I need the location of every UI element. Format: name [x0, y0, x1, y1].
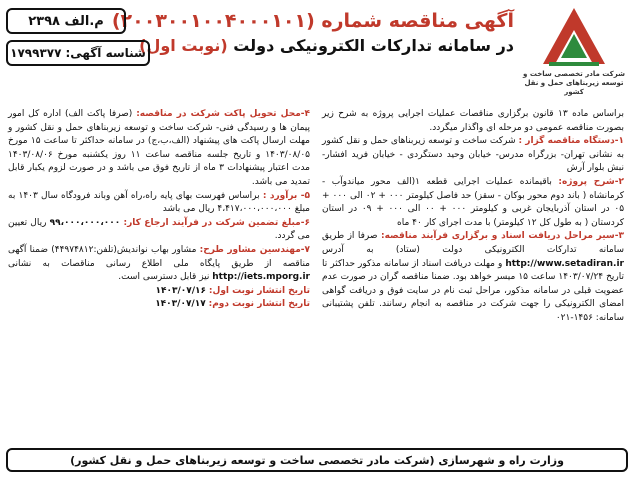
publish-date-1-value: ۱۴۰۳/۰۷/۱۶: [155, 285, 207, 296]
ad-id-box: [6, 40, 150, 66]
section-2-title: ۲-شرح پروژه:: [558, 176, 624, 187]
section-5: [8, 190, 310, 217]
section-1-title: ۱-دستگاه مناقصه گزار :: [518, 136, 624, 147]
reference-number-box: م.الف ۲۳۹۸: [6, 8, 126, 34]
ad-id-value: ۱۷۹۹۳۷۷: [10, 46, 62, 60]
section-3: [322, 230, 624, 325]
section-3-body-b: و مهلت دریافت اسناد از سامانه مذکور حداکثر تا تاریخ ۱۴۰۳/۰۷/۲۴ ساعت ۱۵ میسر خواهد بود. ضمنا مناقصه گران در صورت عدم عضویت قبلی در سامانه مذکور، مراحل ثبت نام در سایت فوق و دریافت گواهی امضای الکترونیکی را جهت شرکت در مناقصه به انجام رسانند. تلفن پشتیبانی سامانه: ۱۴۵۶-۰۲۱: [322, 258, 624, 323]
iets-url-link[interactable]: http://iets.mporg.ir: [212, 272, 310, 283]
section-6: [8, 217, 310, 244]
section-4: [8, 108, 310, 190]
publish-date-1: [8, 285, 310, 299]
ad-subtitle: [139, 36, 514, 55]
logo-caption: شرکت مادر تخصصی ساخت و توسعه زیربناهای حمل و نقل کشور: [523, 70, 625, 96]
section-7-body-a: مشاور بهاب نواندیش(تلفن:۴۴۹۷۴۸۱۲) ضمنا آگهی مناقصه از طریق پایگاه ملی اطلاع رسانی مناقصات به نشانی: [8, 244, 310, 269]
setad-url-link[interactable]: http://www.setadiran.ir: [505, 258, 624, 269]
ad-title: آگهی مناقصه شماره (۲۰۰۳۰۰۱۰۰۴۰۰۰۱۰۱): [111, 10, 514, 32]
section-5-body: براساس فهرست بهای پایه راه،راه آهن وباند فرودگاه سال ۱۴۰۳ به مبلغ ۴،۴۱۷،۰۰۰،۰۰۰،۰۰۰ ریال می باشد: [8, 190, 310, 215]
section-2-body: باقیمانده عملیات اجرایی قطعه ۱(الف محور میاندوآب - کرمانشاه ( باند دوم محور بوکان - سقز) حد فاصل کیلومتر ۰۰۰ + ۰۲ الی ۰۰۰ + ۰۵ در استان آذربایجان غربی و کیلومتر ۰۰۰ + ۰۰ الی ۰۰۰ + ۰۹ در استان کردستان ( به طول کل ۱۲ کیلومتر) با مدت اجرای کار ۴۰ ماه: [322, 176, 625, 228]
publish-date-2-value: ۱۴۰۳/۰۷/۱۷: [155, 299, 206, 310]
section-1: [322, 135, 624, 176]
section-6-body: ریال تعیین می گردد.: [8, 217, 310, 242]
company-emblem-icon: [539, 6, 609, 68]
section-1-body: شرکت ساخت و توسعه زیربناهای حمل و نقل کشور به نشانی تهران- بزرگراه مدرس- خیابان وحید دستگردی - خیابان فرید افشار- نبش بلوار آرش: [322, 136, 624, 174]
section-5-title: ۵- برآورد :: [262, 190, 310, 201]
company-logo: [522, 6, 626, 104]
section-4-body: (صرفا پاکت الف) اداره کل امور پیمان ها و رسیدگی فنی- شرکت ساخت و توسعه زیربناهای حمل و نقل کشور و مهلت ارسال پاکت های پیشنهاد (الف،ب،ج) در سامانه حداکثر تا ساعت ۱۵ مورخ ۱۴۰۳/۰۸/۰۵ و تاریخ جلسه مناقصه ساعت ۱۱ روز یکشنبه مورخ ۱۴۰۳/۰۸/۰۶ مدت اعتبار پیشنهادات ۳ ماه از تاریخ فوق می باشد و در صورت لزوم یکبار قابل تمدید می باشد.: [8, 109, 311, 187]
section-4-title: ۴-محل تحویل پاکت شرکت در مناقصه:: [136, 109, 310, 119]
subtitle-prefix: در سامانه تدارکات الکترونیکی دولت: [233, 36, 514, 55]
ministry-footer: وزارت راه و شهرسازی (شرکت مادر تخصصی ساخت و توسعه زیربناهای حمل و نقل کشور): [6, 448, 628, 472]
subtitle-round: (نوبت اول): [139, 36, 228, 55]
publish-date-1-label: تاریخ انتشار نوبت اول:: [208, 285, 310, 296]
ad-id-label: شناسه آگهی:: [65, 46, 146, 60]
right-column: [322, 108, 624, 326]
publish-date-2-label: تاریخ انتشار نوبت دوم:: [208, 299, 310, 310]
section-7-body-b: نیز قابل دسترسی است.: [118, 272, 210, 283]
section-3-title: ۳-سیر مراحل دریافت اسناد و برگزاری فرآیند مناقصه:: [381, 231, 624, 242]
section-2: [322, 176, 624, 230]
intro-text: براساس ماده ۱۳ قانون برگزاری مناقصات عملیات اجرایی پروژه به شرح زیر بصورت مناقصه عمومی دو مرحله ای واگذار میگردد.: [322, 109, 624, 133]
section-7: [8, 244, 310, 285]
guarantee-amount: ۹۹،۰۰۰،۰۰۰،۰۰۰: [49, 217, 121, 228]
section-7-title: ۷-مهندسین مشاور طرح:: [199, 244, 310, 255]
left-column: [8, 108, 310, 312]
section-3-body-a: صرفا از طریق سامانه تدارکات الکترونیکی دولت (ستاد) به آدرس: [322, 231, 624, 255]
section-6-title: ۶-مبلغ تضمین شرکت در فرآیند ارجاع کار:: [123, 217, 310, 228]
publish-date-2: [8, 298, 310, 312]
